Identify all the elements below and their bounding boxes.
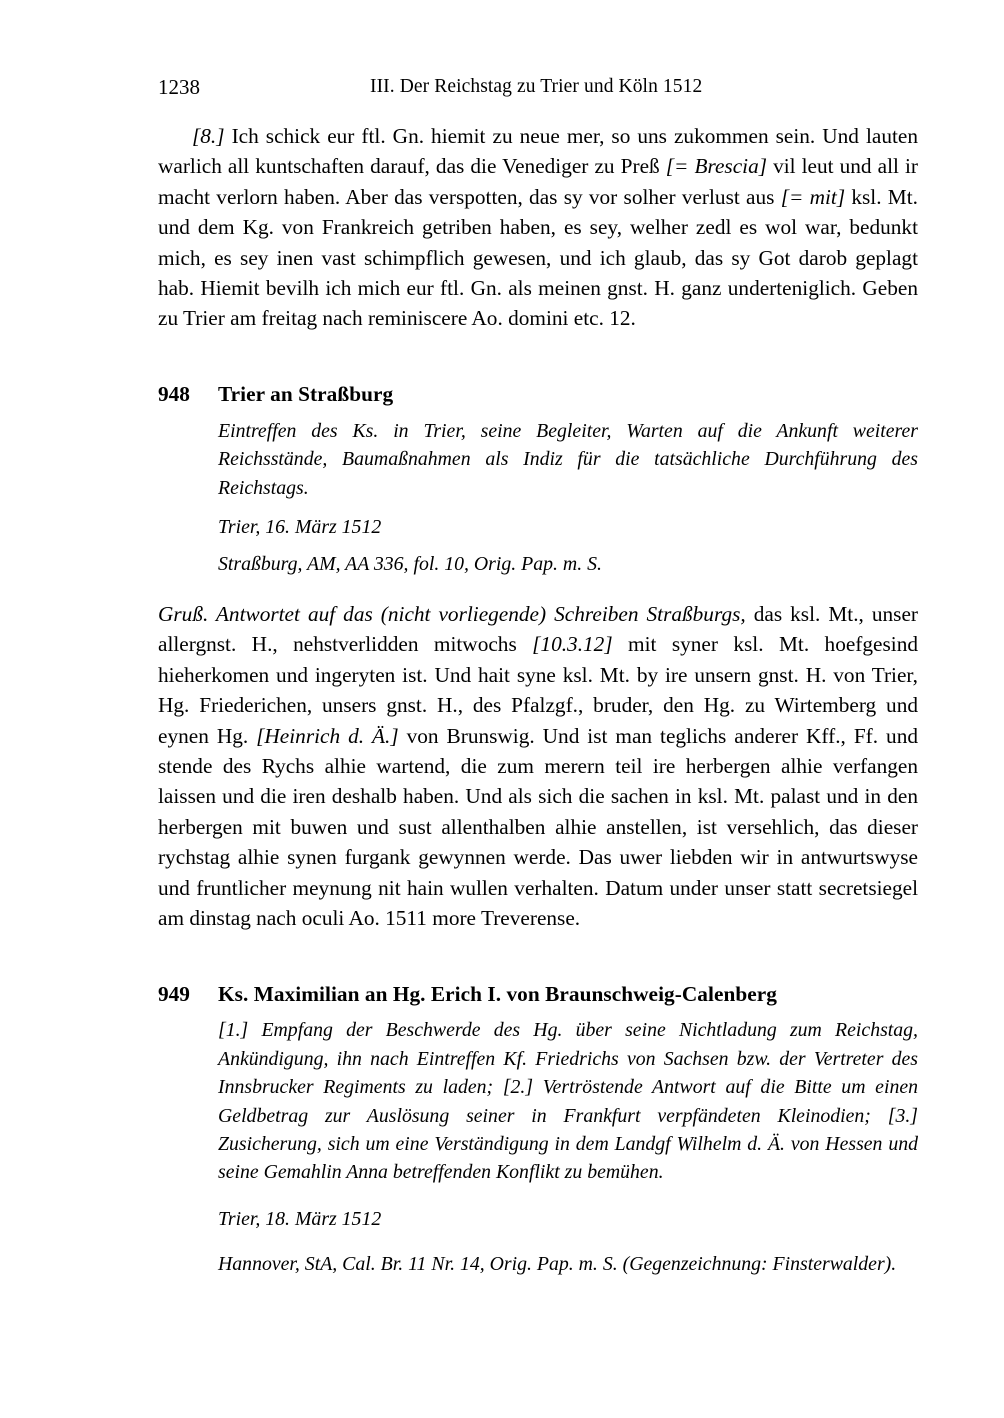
entry-949-number: 949 [158, 982, 190, 1007]
entry-948-number: 948 [158, 381, 190, 406]
running-head [158, 70, 918, 104]
running-title: III. Der Reichstag zu Trier und Köln 1512 [370, 76, 703, 97]
entry-949-dateline: Trier, 18. März 1512 [218, 1207, 382, 1230]
opening-paragraph: [8.] Ich schick eur ftl. Gn. hiemit zu neue mer, so uns zukommen sein. Und lauten warlich all kuntschaften darauf, das die Venediger zu Preß [= Brescia] vil leut und all ir macht verlorn haben. Aber das verspotten, das sy vor solher verlust aus [= mit] ksl. Mt. und dem Kg. von Frankreich getriben haben, es sey, welher zedl es wol war, bedunkt mich, es sey inen vast schimpflich gewesen, und ich glaub, das sy Got darob geplagt hab. Hiemit bevilh ich mich eur ftl. Gn. als meinen gnst. H. ganz underteniglich. Geben zu Trier am freitag nach reminiscere Ao. domini etc. 12. [158, 124, 918, 331]
entry-948-heading [158, 380, 918, 408]
entry-948-meta [218, 417, 918, 579]
page-content [158, 70, 918, 1279]
entry-948-source: Straßburg, AM, AA 336, fol. 10, Orig. Pap. m. S. [218, 553, 602, 576]
entry-948-title: Trier an Straßburg [218, 381, 394, 406]
entry-949-title: Ks. Maximilian an Hg. Erich I. von Braunschweig-Calenberg [218, 982, 777, 1007]
entry-949 [158, 980, 918, 1278]
entry-948-dateline: Trier, 16. März 1512 [218, 516, 382, 539]
entry-949-source: Hannover, StA, Cal. Br. 11 Nr. 14, Orig. Pap. m. S. (Gegenzeichnung: Finsterwalder). [218, 1253, 897, 1276]
page-number: 1238 [158, 75, 200, 99]
entry-949-regest: [1.] Empfang der Beschwerde des Hg. über seine Nichtladung zum Reichstag, Ankündigung, ihn nach Eintreffen Kf. Friedrichs von Sachsen bzw. der Vertreter des Innsbrucker Regiments zu laden; [2.] Vertröstende Antwort auf die Bitte um einen Geldbetrag zur Auslösung seiner in Frankfurt verpfändeten Kleinodien; [3.] Zusicherung, sich um eine Verständigung in dem Landgf Wilhelm d. Ä. von Hessen und seine Gemahlin Anna betreffenden Konflikt zu bemühen. [218, 1019, 918, 1184]
entry-948 [158, 380, 918, 934]
entry-949-heading [158, 980, 918, 1008]
entry-948-regest: Eintreffen des Ks. in Trier, seine Begleiter, Warten auf die Ankunft weiterer Reichsstände, Baumaßnahmen als Indiz für die tatsächliche Durchführung des Reichstags. [218, 419, 918, 499]
entry-949-meta [218, 1016, 918, 1278]
entry-948-body: Gruß. Antwortet auf das (nicht vorliegende) Schreiben Straßburgs, das ksl. Mt., unser allergnst. H., nehstverlidden mitwochs [10.3.12] mit syner ksl. Mt. hoefgesind hieherkomen und ingeryten ist. Und hait syne ksl. Mt. by ire unsern gnst. H. von Trier, Hg. Friederichen, unsers gnst. H., des Pfalzgf., bruder, den Hg. zu Wirtemberg und eynen Hg. [Heinrich d. Ä.] von Brunswig. Und ist man teglichs anderer Kff., Ff. und stende des Rychs alhie wartend, die zum merern teil ire herbergen alhie verfangen laissen und die iren deshalb haben. Und als sich die sachen in ksl. Mt. palast und in den herbergen mit buwen und sust allenthalben alhie anstellen, ist versehlich, das dieser rychstag alhie synen furgank gewynnen werde. Das uwer liebden wir in antwurtswyse und fruntlicher meynung nit hain wullen verhalten. Datum under unser statt secretsiegel am dinstag nach oculi Ao. 1511 more Treverense. [158, 601, 919, 930]
